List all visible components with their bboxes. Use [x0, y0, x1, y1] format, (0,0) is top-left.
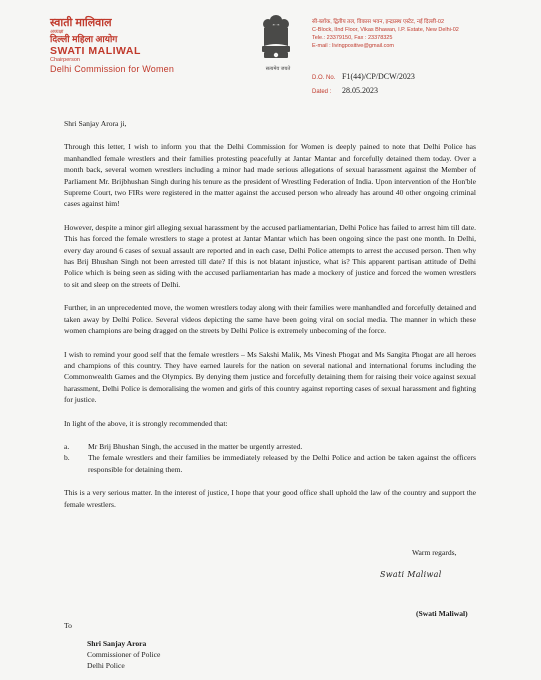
list-marker: b.: [64, 453, 70, 463]
do-number-label: D.O. No.: [312, 75, 336, 81]
list-item: [64, 452, 476, 475]
letterhead-sender: [50, 18, 250, 74]
date-label: Dated :: [312, 89, 332, 95]
address-english: C-Block, IInd Floor, Vikas Bhawan, I.P. Estate, New Delhi-02: [312, 27, 459, 33]
state-emblem-icon: [258, 12, 294, 66]
recommendation-list: [64, 441, 476, 475]
list-marker: a.: [64, 441, 70, 451]
handwritten-signature: Swati Maliwal: [380, 570, 442, 579]
address-hindi: सी-ब्लॉक, द्वितीय तल, विकास भवन, इन्द्रप्रस्थ एस्टेट, नई दिल्ली-02: [312, 19, 445, 25]
date-row: [312, 86, 512, 100]
closing-paragraph: This is a very serious matter. In the interest of justice, I hope that your good office shall uphold the law of the country and support the female wrestlers.: [64, 488, 476, 509]
list-item-text: Mr Brij Bhushan Singh, the accused in the matter be urgently arrested.: [88, 441, 303, 451]
list-item: [64, 441, 476, 452]
do-number-row: [312, 72, 512, 86]
addressee-org: Delhi Police: [87, 661, 125, 670]
signee-name: (Swati Maliwal): [416, 609, 468, 618]
sender-role: Chairperson: [50, 56, 80, 63]
addressee-name: Shri Sanjay Arora: [87, 639, 147, 648]
phone-fax: Tele.: 23379150, Fax : 23378325: [312, 35, 393, 41]
sender-name: SWATI MALIWAL: [50, 45, 141, 57]
paragraph-2: However, despite a minor girl alleging sexual harassment by the accused parliamentarian, Delhi Police has failed to arrest him till date. This has forced the female wrestlers to stage a protest at Jantar Mantar which has been ongoing since the past one month. In Delhi, every day around 6 cases of sexual assault are reported and in each case, Delhi Police attempts to arrest the accused person. Then why has Brij Bhushan Singh not been arrested till date? If this is not blatant injustice, what is? This apparent partisan attitude of Delhi Police which is being seen as siding with the accused parliamentarian has made a mockery of justice and forced the women wrestlers to sit and sleep on the streets of Delhi.: [64, 222, 476, 289]
org-name: Delhi Commission for Women: [50, 63, 175, 74]
paragraph-5: In light of the above, it is strongly recommended that:: [64, 418, 228, 428]
addressee-block: [87, 638, 160, 671]
sender-role-hindi: अध्यक्षा: [50, 29, 64, 35]
do-number-value: F1(44)/CP/DCW/2023: [342, 72, 415, 81]
sender-name-hindi: स्वाती मालिवाल: [50, 17, 112, 29]
reference-block: [312, 72, 512, 100]
letter-body: [64, 118, 476, 522]
email: E-mail : livingpositive@gmail.com: [312, 43, 394, 49]
paragraph-3: Further, in an unprecedented move, the women wrestlers today along with their families were manhandled and forcefully detained and taken away by Delhi Police. Several videos depicting the same have been going viral on social media. The manner in which these women champions are being dragged on the streets by Delhi Police is extremely unbecoming of the force.: [64, 303, 476, 336]
paragraph-1: Through this letter, I wish to inform you that the Delhi Commission for Women is deeply pained to note that Delhi Police has manhandled female wrestlers and their families protesting peacefully at Jantar Mantar and forcefully detained them today. Over a month back, several women wrestlers including a minor had made serious allegations of sexual harassment against the Member of Parliament Mr. Brijbhushan Singh during his tenure as the president of Wrestling Federation of India. Upon intervention of the Hon'ble Supreme Court, two FIRs were registered in the matter against the accused person who already has around 40 other ongoing criminal cases against him!: [64, 142, 476, 209]
org-name-hindi: दिल्ली महिला आयोग: [50, 34, 118, 44]
date-value: 28.05.2023: [342, 86, 378, 95]
to-label: To: [64, 621, 72, 630]
emblem-caption: सत्यमेव जयते: [265, 66, 291, 72]
addressee-title: Commissioner of Police: [87, 650, 161, 659]
list-item-text: The female wrestlers and their families be immediately released by the Delhi Police and action be taken against the officers responsible for detaining them.: [88, 453, 476, 474]
paragraph-4: I wish to remind your good self that the female wrestlers – Ms Sakshi Malik, Ms Vinesh Phogat and Ms Sangita Phogat are all heroes and champions of this country. They have earned laurels for the nation on several national and international forums including the Commonwealth Games and the Olympics. By denying them justice and forcefully detaining them for raising their voice against sexual harassment, Delhi Police is demoralising the women and girls of this country against reporting cases of sexual harassment and fighting for justice.: [64, 349, 476, 405]
regards: Warm regards,: [412, 548, 457, 557]
salutation: Shri Sanjay Arora ji,: [64, 119, 127, 128]
letterhead-contact: [312, 18, 512, 50]
